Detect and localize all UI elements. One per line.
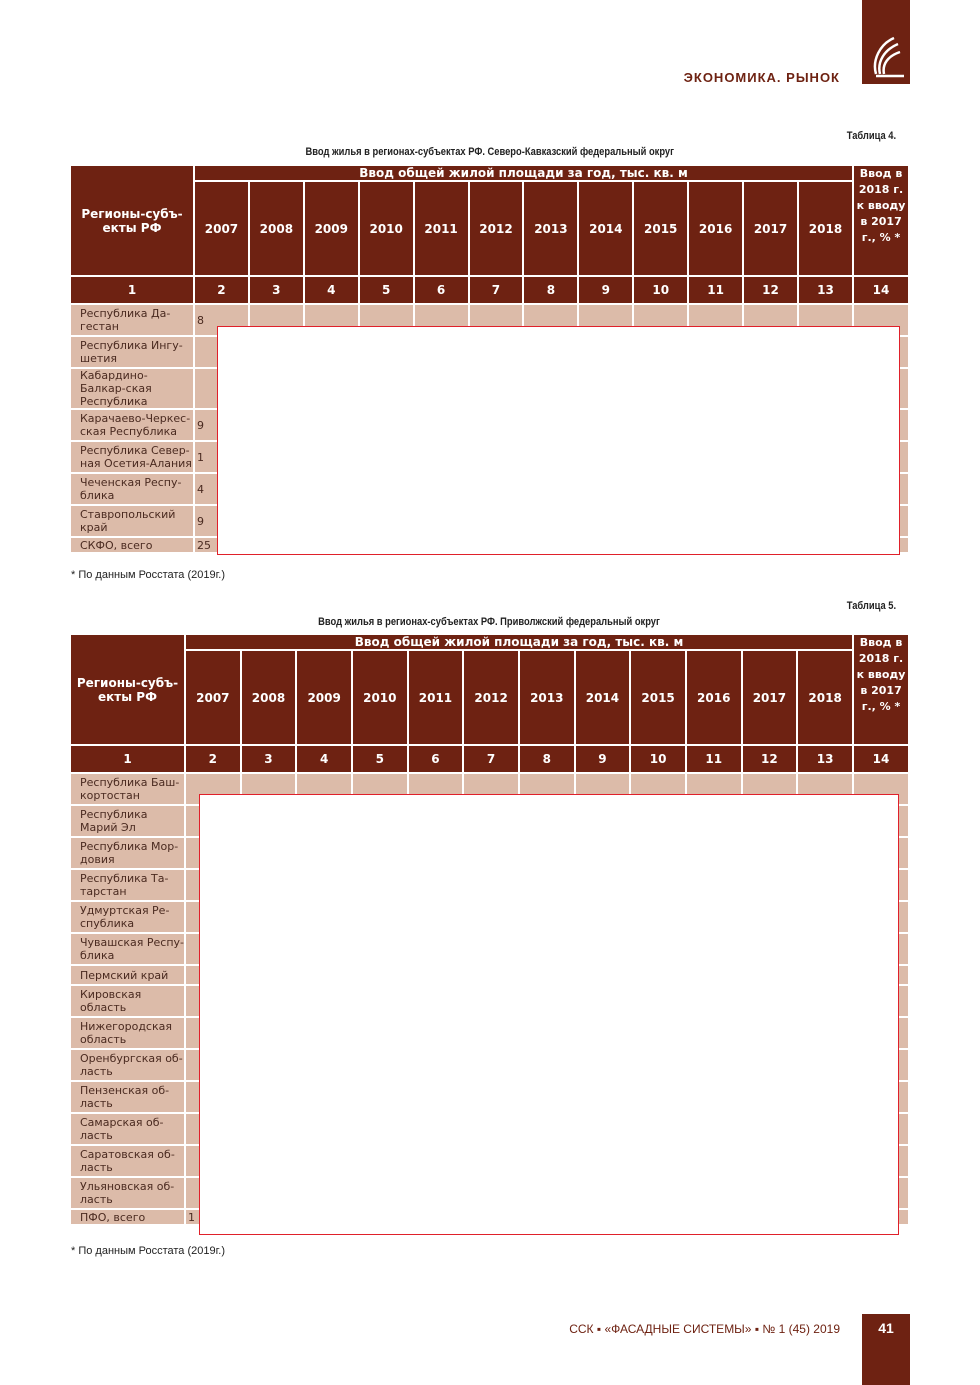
- year-header: 2010: [360, 182, 413, 275]
- column-number-row: [71, 277, 908, 303]
- column-group-header: Ввод общей жилой площади за год, тыс. кв. м: [186, 635, 852, 649]
- column-number: 8: [520, 746, 574, 772]
- column-number: 4: [305, 277, 358, 303]
- region-name: Ульяновская об-ласть: [71, 1178, 184, 1208]
- year-header: 2012: [470, 182, 523, 275]
- region-header-label: Регионы-субъ-екты РФ: [76, 675, 179, 704]
- year-header: 2007: [195, 182, 248, 275]
- journal-footer: ССК ▪ «ФАСАДНЫЕ СИСТЕМЫ» ▪ № 1 (45) 2019: [569, 1322, 840, 1336]
- year-header: 2015: [634, 182, 687, 275]
- year-header: 2011: [415, 182, 468, 275]
- region-name: Республика Баш-кортостан: [71, 774, 184, 804]
- column-number: 10: [634, 277, 687, 303]
- region-name: Пермский край: [71, 966, 184, 984]
- table-title: Ввод жилья в регионах-субъектах РФ. Северо-Кавказский федеральный округ: [305, 146, 674, 158]
- journal-logo-icon: [866, 30, 906, 80]
- column-number: 13: [799, 277, 852, 303]
- region-header-label: Регионы-субъ-екты РФ: [81, 206, 183, 235]
- year-header: 2011: [409, 651, 463, 744]
- column-number: 7: [464, 746, 518, 772]
- year-header: 2007: [186, 651, 240, 744]
- region-name: Ставропольский край: [71, 506, 193, 536]
- year-header: 2012: [464, 651, 518, 744]
- year-header: 2016: [687, 651, 741, 744]
- value-2007: 1: [195, 442, 248, 472]
- section-title: ЭКОНОМИКА. РЫНОК: [683, 70, 840, 85]
- year-header: 2013: [520, 651, 574, 744]
- value-2007: 9: [195, 506, 248, 536]
- redaction-box: [199, 794, 899, 1235]
- year-header: 2017: [744, 182, 797, 275]
- column-number: 5: [353, 746, 407, 772]
- column-number: 11: [687, 746, 741, 772]
- footnote: * По данным Росстата (2019г.): [71, 569, 225, 581]
- column-number: 12: [744, 277, 797, 303]
- year-header: 2008: [250, 182, 303, 275]
- column-number: 6: [415, 277, 468, 303]
- column-header-ratio: Ввод в 2018 г. к вводу в 2017 г., % *: [854, 635, 908, 744]
- column-number: 9: [579, 277, 632, 303]
- year-row: [71, 182, 908, 275]
- column-header-ratio: Ввод в 2018 г. к вводу в 2017 г., % *: [854, 166, 908, 275]
- region-name: Самарская об-ласть: [71, 1114, 184, 1144]
- column-header-region: [71, 635, 184, 744]
- column-number: 2: [195, 277, 248, 303]
- region-name: Республика Та-тарстан: [71, 870, 184, 900]
- year-header: 2009: [305, 182, 358, 275]
- region-name: Саратовская об-ласть: [71, 1146, 184, 1176]
- year-header: 2017: [743, 651, 797, 744]
- column-number: 11: [689, 277, 742, 303]
- year-row: [71, 651, 908, 744]
- table-number: Таблица 5.: [846, 600, 896, 612]
- region-name: Удмуртская Ре-спублика: [71, 902, 184, 932]
- column-number: 8: [524, 277, 577, 303]
- year-header: 2014: [579, 182, 632, 275]
- column-number: 3: [250, 277, 303, 303]
- column-number: 12: [743, 746, 797, 772]
- year-header: 2009: [297, 651, 351, 744]
- column-header-region: [71, 166, 193, 275]
- year-header: 2014: [576, 651, 630, 744]
- year-header: 2018: [799, 182, 852, 275]
- region-name: Республика Ингу-шетия: [71, 337, 193, 367]
- value-2007: 9: [195, 410, 248, 440]
- region-name: Республика Марий Эл: [71, 806, 184, 836]
- region-name: Карачаево-Черкес-ская Республика: [71, 410, 193, 440]
- region-name: Республика Север-ная Осетия-Алания: [71, 442, 193, 472]
- column-number: 3: [242, 746, 296, 772]
- region-name: Кировская область: [71, 986, 184, 1016]
- region-name: Чувашская Респу-блика: [71, 934, 184, 964]
- value-2007: 25: [195, 538, 248, 552]
- table-number: Таблица 4.: [846, 130, 896, 142]
- year-header: 2018: [798, 651, 852, 744]
- region-name: Оренбургская об-ласть: [71, 1050, 184, 1080]
- redaction-box: [217, 326, 900, 555]
- column-number: 13: [798, 746, 852, 772]
- column-number: 2: [186, 746, 240, 772]
- column-number: 14: [854, 746, 908, 772]
- region-name: Республика Мор-довия: [71, 838, 184, 868]
- header-row: [71, 166, 908, 180]
- region-name: СКФО, всего: [71, 538, 193, 552]
- region-name: Нижегородская область: [71, 1018, 184, 1048]
- region-name: Чеченская Респу-блика: [71, 474, 193, 504]
- year-header: 2013: [524, 182, 577, 275]
- region-name: Пензенская об-ласть: [71, 1082, 184, 1112]
- value-2007: 8: [195, 305, 248, 335]
- column-number: 9: [576, 746, 630, 772]
- column-number: 1: [71, 746, 184, 772]
- column-group-header: Ввод общей жилой площади за год, тыс. кв. м: [195, 166, 852, 180]
- footnote: * По данным Росстата (2019г.): [71, 1245, 225, 1257]
- column-number: 14: [854, 277, 908, 303]
- column-number-row: [71, 746, 908, 772]
- column-number: 1: [71, 277, 193, 303]
- column-number: 4: [297, 746, 351, 772]
- column-number: 10: [631, 746, 685, 772]
- region-name: Республика Да-гестан: [71, 305, 193, 335]
- region-name: Кабардино-Балкар-ская Республика: [71, 369, 193, 408]
- year-header: 2016: [689, 182, 742, 275]
- column-number: 5: [360, 277, 413, 303]
- column-number: 7: [470, 277, 523, 303]
- value-2007: 1: [186, 1210, 240, 1224]
- page-number: 41: [878, 1320, 894, 1336]
- column-number: 6: [409, 746, 463, 772]
- year-header: 2010: [353, 651, 407, 744]
- region-name: ПФО, всего: [71, 1210, 184, 1224]
- year-header: 2008: [242, 651, 296, 744]
- table-title: Ввод жилья в регионах-субъектах РФ. Приволжский федеральный округ: [318, 616, 661, 628]
- header-row: [71, 635, 908, 649]
- value-2007: 4: [195, 474, 248, 504]
- year-header: 2015: [631, 651, 685, 744]
